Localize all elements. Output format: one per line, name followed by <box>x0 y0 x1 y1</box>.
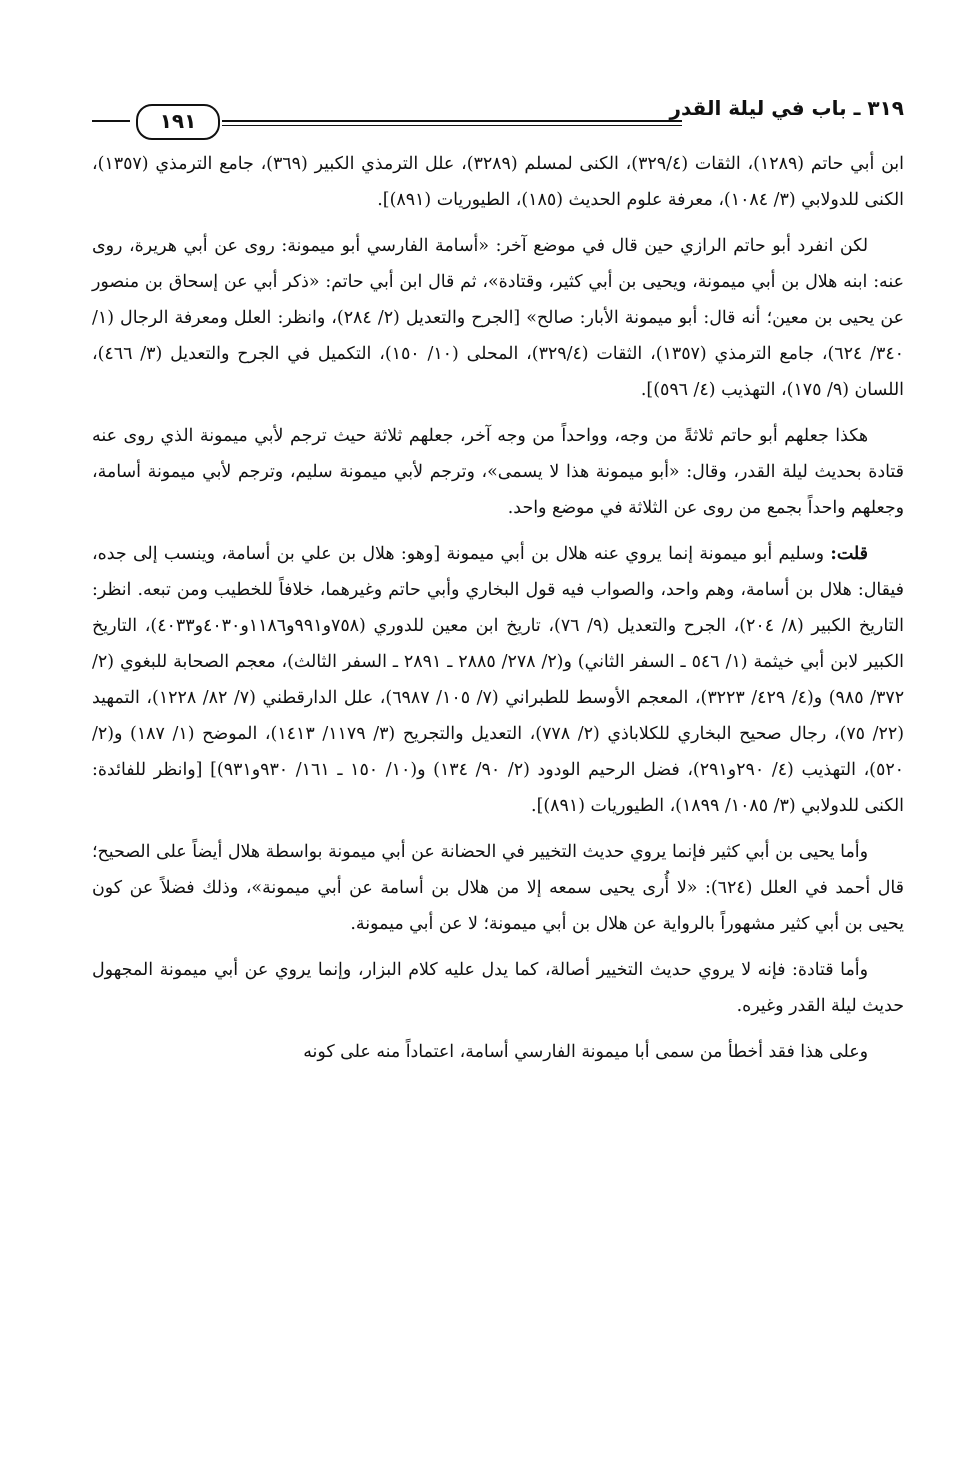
paragraph-text: وأما قتادة: فإنه لا يروي حديث التخيير أصالة، كما يدل عليه كلام البزار، وإنما يروي عن أبي ميمونة المجهول حديث ليلة القدر وغيره. <box>92 960 904 1016</box>
header-rule-left <box>92 120 130 122</box>
paragraph-text: وسليم أبو ميمونة إنما يروي عنه هلال بن أبي ميمونة [وهو: هلال بن علي بن أسامة، وينسب إلى جده، فيقال: هلال بن أسامة، وهم واحد، والصواب فيه قول البخاري وأبي حاتم وغيرهما، خلافاً للخطيب ومن تبعه. انظر: التاريخ الكبير (٨/ ٢٠٤)، الجرح والتعديل (٩/ ٧٦)، تاريخ ابن معين للدوري (٧٥٨و٩٩١و١١٨٦و٤٠٣٠و٤٠٣٣)، التاريخ الكبير لابن أبي خيثمة (١/ ٥٤٦ ـ السفر الثاني) و(٢/ ٢٧٨/ ٢٨٨٥ ـ ٢٨٩١ ـ السفر الثالث)، معجم الصحابة للبغوي (٢/ ٣٧٢/ ٩٨٥) و(٤/ ٤٢٩/ ٣٢٢٣)، المعجم الأوسط للطبراني (٧/ ١٠٥/ ٦٩٨٧)، علل الدارقطني (٧/ ٨٢/ ١٢٢٨)، التمهيد (٢٢/ ٧٥)، رجال صحيح البخاري للكلاباذي (٢/ ٧٧٨)، التعديل والتجريح (٣/ ١١٧٩/ ١٤١٣)، الموضح (١/ ١٨٧) و(٢/ ٥٢٠)، التهذيب (٤/ ٢٩٠و٢٩١)، فضل الرحيم الودود (٢/ ٩٠/ ١٣٤) و(١٠/ ١٥٠ ـ ١٦١/ ٩٣٠و٩٣١)] [وانظر للفائدة: الكنى للدولابي (٣/ ١٠٨٥/ ١٨٩٩)، الطيوريات (٨٩١)]. <box>92 544 905 816</box>
page-header <box>92 92 904 132</box>
running-title: ٣١٩ ـ باب في ليلة القدر <box>669 96 904 120</box>
paragraph-text: هكذا جعلهم أبو حاتم ثلاثةً من وجه، وواحداً من وجه آخر، جعلهم ثلاثة حيث ترجم لأبي ميمونة الذي روى عنه قتادة بحديث ليلة القدر، وقال: «أبو ميمونة هذا لا يسمى»، وترجم لأبي ميمونة سليم، وترجم لأبي ميمونة أسامة، وجعلهم واحداً بجمع من روى عن الثلاثة في موضع واحد. <box>92 426 904 518</box>
paragraph-text: وأما يحيى بن أبي كثير فإنما يروي حديث التخيير في الحضانة عن أبي ميمونة بواسطة هلال أيضاً على الصحيح؛ قال أحمد في العلل (٦٢٤): «لا أُرى يحيى سمعه إلا من هلال بن أسامة عن أبي ميمونة»، وذلك فضلاً عن كون يحيى بن أبي كثير مشهوراً بالرواية عن هلال بن أبي ميمونة؛ لا عن أبي ميمونة. <box>92 842 904 934</box>
paragraph-text: لكن انفرد أبو حاتم الرازي حين قال في موضع آخر: «أسامة الفارسي أبو ميمونة: روى عن أبي هريرة، روى عنه: ابنه هلال بن أبي ميمونة، ويحيى بن أبي كثير، وقتادة»، ثم قال ابن أبي حاتم: «ذكر أبي عن إسحاق بن منصور عن يحيى بن معين؛ أنه قال: أبو ميمونة الأبار: صالح» [الجرح والتعديل (٢/ ٢٨٤)، وانظر: العلل ومعرفة الرجال (١/ ٣٤٠/ ٦٢٤)، جامع الترمذي (١٣٥٧)، الثقات (٣٢٩/٤)، المحلى (١٠/ ١٥٠)، التكميل في الجرح والتعديل (٣/ ٤٦٦)، اللسان (٩/ ١٧٥)، التهذيب (٤/ ٥٩٦)]. <box>92 236 905 400</box>
header-rule-right <box>222 120 682 122</box>
paragraph <box>92 1034 904 1070</box>
body-text <box>92 146 904 1080</box>
page-number: ١٩١ <box>136 104 220 140</box>
paragraph-lead: قلت: <box>830 544 868 564</box>
paragraph <box>92 536 904 824</box>
paragraph <box>92 228 904 408</box>
paragraph <box>92 952 904 1024</box>
paragraph-text: وعلى هذا فقد أخطأ من سمى أبا ميمونة الفارسي أسامة، اعتماداً منه على كونه <box>303 1042 868 1062</box>
header-rule-right-thin <box>222 125 682 126</box>
paragraph <box>92 418 904 526</box>
paragraph-text: ابن أبي حاتم (١٢٨٩)، الثقات (٣٢٩/٤)، الكنى لمسلم (٣٢٨٩)، علل الترمذي الكبير (٣٦٩)، جامع الترمذي (١٣٥٧)، الكنى للدولابي (٣/ ١٠٨٤)، معرفة علوم الحديث (١٨٥)، الطيوريات (٨٩١)]. <box>92 154 904 210</box>
paragraph <box>92 834 904 942</box>
paragraph <box>92 146 904 218</box>
